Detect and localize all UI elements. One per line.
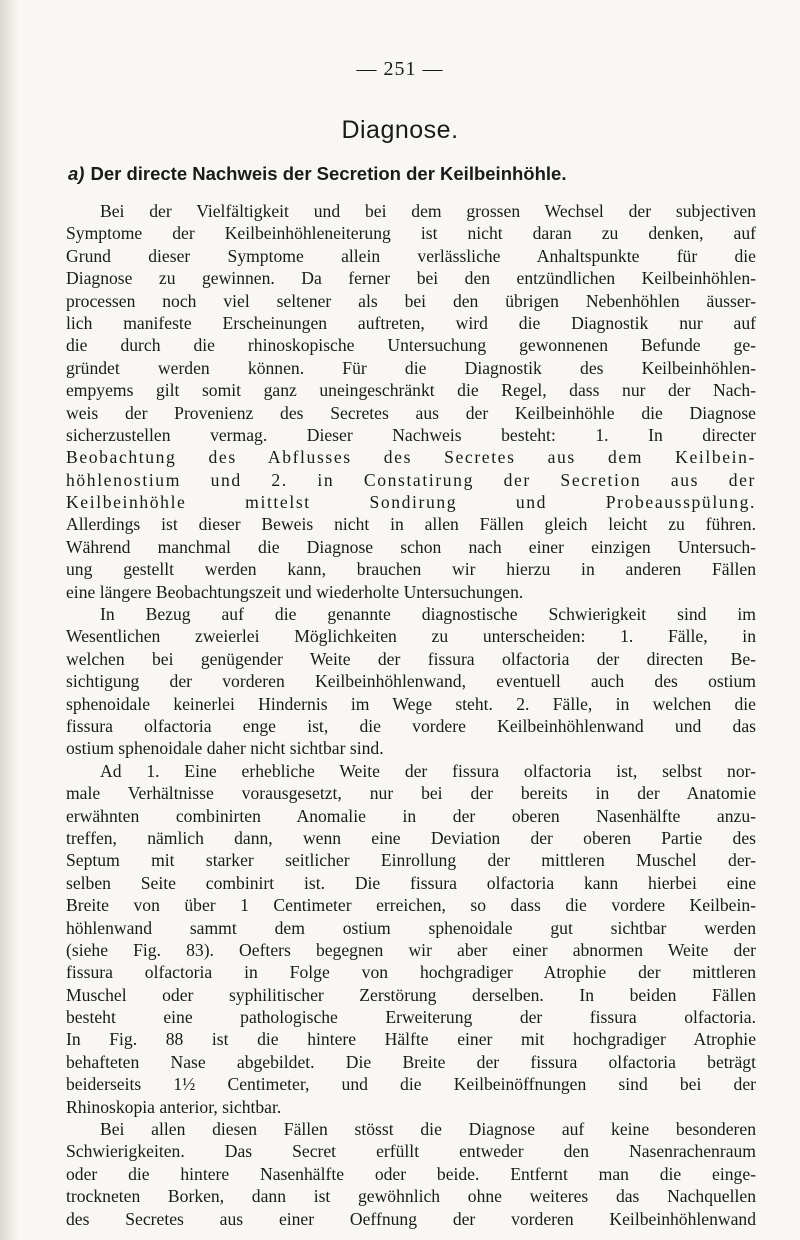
text-line: gründet werden können. Für die Diagnostik des Keilbeinhöhlen- <box>66 357 756 378</box>
subsection-title: Der directe Nachweis der Secretion der Keilbeinhöhle. <box>90 163 567 184</box>
text-line: Schwierigkeiten. Das Secret erfüllt entweder den Nasenrachenraum <box>66 1141 756 1162</box>
text-line: höhlenwand sammt dem ostium sphenoidale gut sichtbar werden <box>66 917 756 938</box>
text-line: behafteten Nase abgebildet. Die Breite der fissura olfactoria beträgt <box>66 1051 756 1072</box>
text-line: ostium sphenoidale daher nicht sichtbar sind. <box>66 738 384 759</box>
text-line: beiderseits 1½ Centimeter, und die Keilbeinöffnungen sind bei der <box>66 1074 756 1095</box>
text-line: sichtigung der vorderen Keilbeinhöhlenwand, eventuell auch des ostium <box>66 671 756 692</box>
text-line: ung gestellt werden kann, brauchen wir hierzu in anderen Fällen <box>66 559 756 580</box>
text-line: welchen bei genügender Weite der fissura olfactoria der directen Be- <box>66 648 756 669</box>
text-line: fissura olfactoria in Folge von hochgradiger Atrophie der mittleren <box>66 962 756 983</box>
text-line: Bei der Vielfältigkeit und bei dem grossen Wechsel der subjectiven <box>100 201 756 221</box>
section-title: Diagnose. <box>341 116 459 144</box>
page-number: — 251 — <box>356 58 444 80</box>
text-line: empyems gilt somit ganz uneingeschränkt die Regel, dass nur der Nach- <box>66 380 756 401</box>
page-gutter-shadow <box>0 0 18 1240</box>
subsection-marker: a) <box>68 163 85 184</box>
text-line: Beobachtung des Abflusses des Secretes aus dem Keilbein- <box>66 447 756 468</box>
text-line: Muschel oder syphilitischer Zerstörung derselben. In beiden Fällen <box>66 984 756 1005</box>
text-line: Wesentlichen zweierlei Möglichkeiten zu unterscheiden: 1. Fälle, in <box>66 626 756 647</box>
text-line: Grund dieser Symptome allein verlässliche Anhaltspunkte für die <box>66 245 756 266</box>
text-line: (siehe Fig. 83). Oefters begegnen wir aber einer abnormen Weite der <box>66 939 756 960</box>
text-line: weis der Provenienz des Secretes aus der Keilbeinhöhle die Diagnose <box>66 402 756 423</box>
text-line: Allerdings ist dieser Beweis nicht in allen Fällen gleich leicht zu führen. <box>66 514 756 535</box>
text-line: Rhinoskopia anterior, sichtbar. <box>66 1096 282 1117</box>
text-line: Ad 1. Eine erhebliche Weite der fissura olfactoria ist, selbst nor- <box>100 760 756 781</box>
text-line: trockneten Borken, dann ist gewöhnlich ohne weiteres das Nachquellen <box>66 1186 756 1207</box>
text-line: sicherzustellen vermag. Dieser Nachweis besteht: 1. In directer <box>66 424 756 445</box>
text-line: des Secretes aus einer Oeffnung der vorderen Keilbeinhöhlenwand <box>66 1208 756 1229</box>
body-text <box>66 200 756 1230</box>
text-line: selben Seite combinirt ist. Die fissura olfactoria kann hierbei eine <box>66 872 756 893</box>
text-line: sphenoidale keinerlei Hindernis im Wege steht. 2. Fälle, in welchen die <box>66 693 756 714</box>
text-line: processen noch viel seltener als bei den übrigen Nebenhöhlen äusser- <box>66 290 756 311</box>
text-line: In Fig. 88 ist die hintere Hälfte einer mit hochgradiger Atrophie <box>66 1029 756 1050</box>
text-line: male Verhältnisse vorausgesetzt, nur bei der bereits in der Anatomie <box>66 783 756 804</box>
text-line: In Bezug auf die genannte diagnostische Schwierigkeit sind im <box>100 604 756 625</box>
text-line: höhlenostium und 2. in Constatirung der Secretion aus der <box>66 469 756 490</box>
subsection-heading <box>68 163 758 185</box>
text-line: fissura olfactoria enge ist, die vordere Keilbeinhöhlenwand und das <box>66 715 756 736</box>
text-line: oder die hintere Nasenhälfte oder beide. Entfernt man die einge- <box>66 1163 756 1184</box>
text-line: treffen, nämlich dann, wenn eine Deviation der oberen Partie des <box>66 827 756 848</box>
text-line: die durch die rhinoskopische Untersuchung gewonnenen Befunde ge- <box>66 335 756 356</box>
text-line: eine längere Beobachtungszeit und wiederholte Untersuchungen. <box>66 581 524 602</box>
text-line: Während manchmal die Diagnose schon nach einer einzigen Untersuch- <box>66 536 756 557</box>
text-line: Septum mit starker seitlicher Einrollung der mittleren Muschel der- <box>66 850 756 871</box>
text-line: Diagnose zu gewinnen. Da ferner bei den entzündlichen Keilbeinhöhlen- <box>66 268 756 289</box>
text-line: lich manifeste Erscheinungen auftreten, wird die Diagnostik nur auf <box>66 312 756 333</box>
text-line: besteht eine pathologische Erweiterung der fissura olfactoria. <box>66 1007 756 1028</box>
text-line: Breite von über 1 Centimeter erreichen, so dass die vordere Keilbein- <box>66 895 756 916</box>
text-line: Bei allen diesen Fällen stösst die Diagnose auf keine besonderen <box>100 1119 756 1140</box>
text-line: erwähnten combinirten Anomalie in der oberen Nasenhälfte anzu- <box>66 805 756 826</box>
text-line: Symptome der Keilbeinhöhleneiterung ist nicht daran zu denken, auf <box>66 223 756 244</box>
text-line: Keilbeinhöhle mittelst Sondirung und Probeausspülung. <box>66 492 756 513</box>
